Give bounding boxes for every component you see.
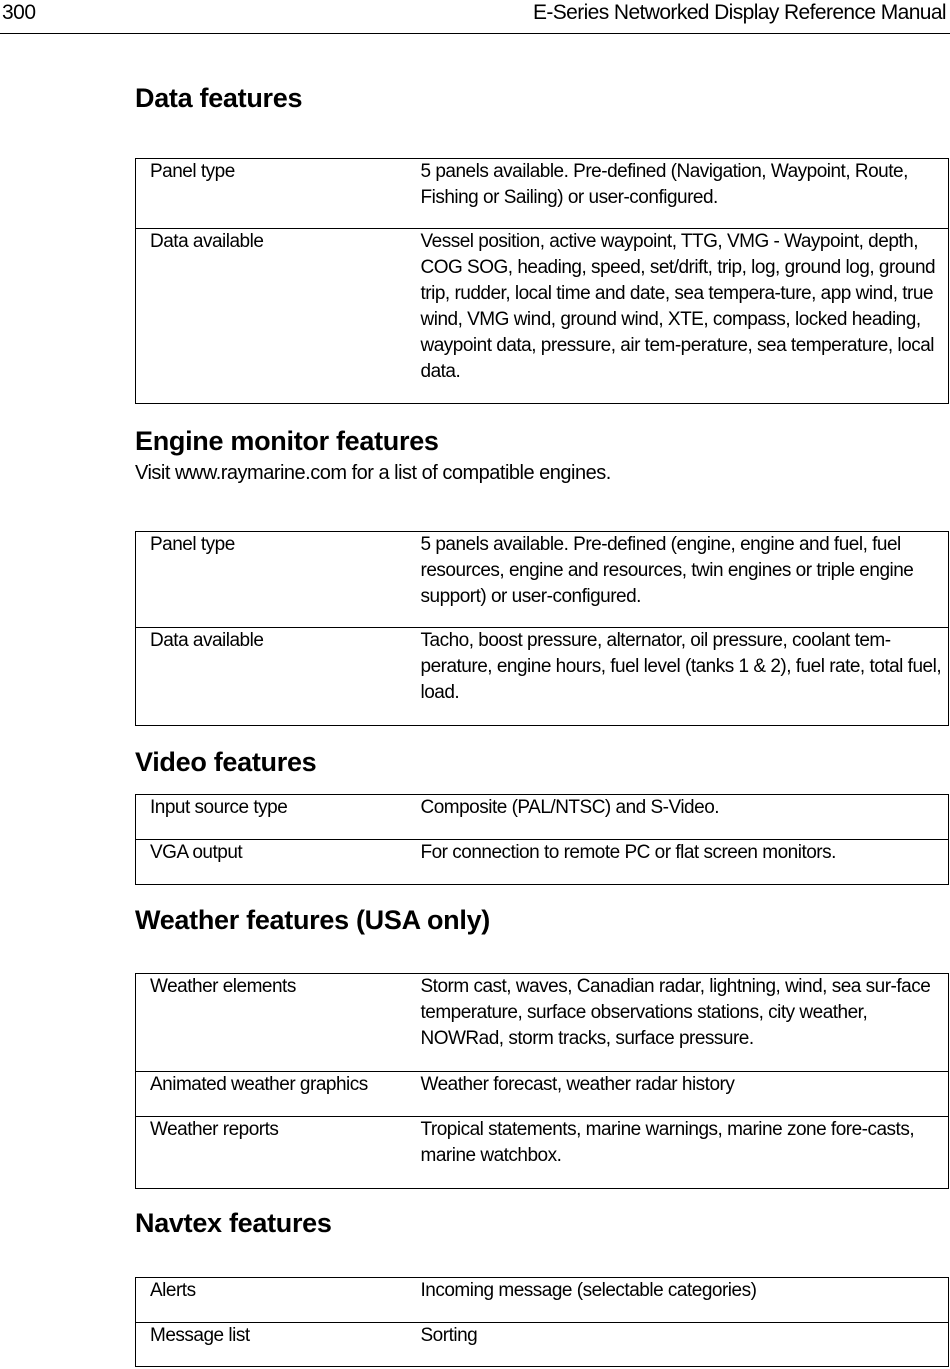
engine-features-section <box>135 424 949 488</box>
row-label: VGA output <box>136 840 407 885</box>
row-value: 5 panels available. Pre-defined (Navigation, Waypoint, Route, Fishing or Sailing) or user-configured. <box>407 159 949 229</box>
running-title: E-Series Networked Display Reference Manual <box>532 1 946 24</box>
section-intro: Visit www.raymarine.com for a list of compatible engines. <box>135 462 611 484</box>
table-row <box>136 1072 949 1117</box>
row-label: Weather reports <box>136 1117 407 1189</box>
row-label: Animated weather graphics <box>136 1072 407 1117</box>
weather-features-section <box>135 903 949 937</box>
row-value: For connection to remote PC or flat screen monitors. <box>407 840 949 885</box>
section-title: Engine monitor features <box>135 426 439 456</box>
row-value: Weather forecast, weather radar history <box>407 1072 949 1117</box>
row-value: 5 panels available. Pre-defined (engine, engine and fuel, fuel resources, engine and resources, twin engines or triple engine support) or user-configured. <box>407 532 949 628</box>
table-row <box>136 1117 949 1189</box>
table-row <box>136 1278 949 1323</box>
row-value: Storm cast, waves, Canadian radar, lightning, wind, sea sur-face temperature, surface observations stations, city weather, NOWRad, storm tracks, surface pressure. <box>407 974 949 1072</box>
row-label: Data available <box>136 229 407 404</box>
row-value: Vessel position, active waypoint, TTG, VMG - Waypoint, depth, COG SOG, heading, speed, set/drift, trip, log, ground log, ground trip, rudder, local time and date, sea tempera-ture, app wind, true wind, VMG wind, ground wind, XTE, compass, locked heading, waypoint data, pressure, air tem-perature, sea temperature, local data. <box>407 229 949 404</box>
navtex-features-table <box>135 1277 949 1367</box>
section-title: Navtex features <box>135 1208 332 1238</box>
table-row <box>136 795 949 840</box>
table-row <box>136 532 949 628</box>
row-label: Data available <box>136 628 407 726</box>
table-row <box>136 974 949 1072</box>
row-value: Tacho, boost pressure, alternator, oil pressure, coolant tem-perature, engine hours, fuel level (tanks 1 & 2), fuel rate, total fuel, load. <box>407 628 949 726</box>
table-row <box>136 229 949 404</box>
row-value: Sorting <box>407 1323 949 1367</box>
data-features-table <box>135 158 949 404</box>
section-title: Weather features (USA only) <box>135 905 490 935</box>
row-label: Input source type <box>136 795 407 840</box>
engine-features-table <box>135 531 949 726</box>
table-row <box>136 159 949 229</box>
table-row <box>136 1323 949 1367</box>
page-header <box>0 0 950 34</box>
page-number: 300 <box>2 1 36 24</box>
row-label: Message list <box>136 1323 407 1367</box>
section-title: Video features <box>135 747 317 777</box>
section-title: Data features <box>135 83 303 113</box>
weather-features-table <box>135 973 949 1189</box>
table-row <box>136 628 949 726</box>
row-label: Weather elements <box>136 974 407 1072</box>
row-value: Tropical statements, marine warnings, marine zone fore-casts, marine watchbox. <box>407 1117 949 1189</box>
table-row <box>136 840 949 885</box>
video-features-table <box>135 794 949 885</box>
navtex-features-section <box>135 1206 949 1240</box>
row-label: Panel type <box>136 532 407 628</box>
data-features-section <box>135 81 949 115</box>
row-value: Composite (PAL/NTSC) and S-Video. <box>407 795 949 840</box>
row-value: Incoming message (selectable categories) <box>407 1278 949 1323</box>
video-features-section <box>135 745 949 779</box>
row-label: Alerts <box>136 1278 407 1323</box>
row-label: Panel type <box>136 159 407 229</box>
